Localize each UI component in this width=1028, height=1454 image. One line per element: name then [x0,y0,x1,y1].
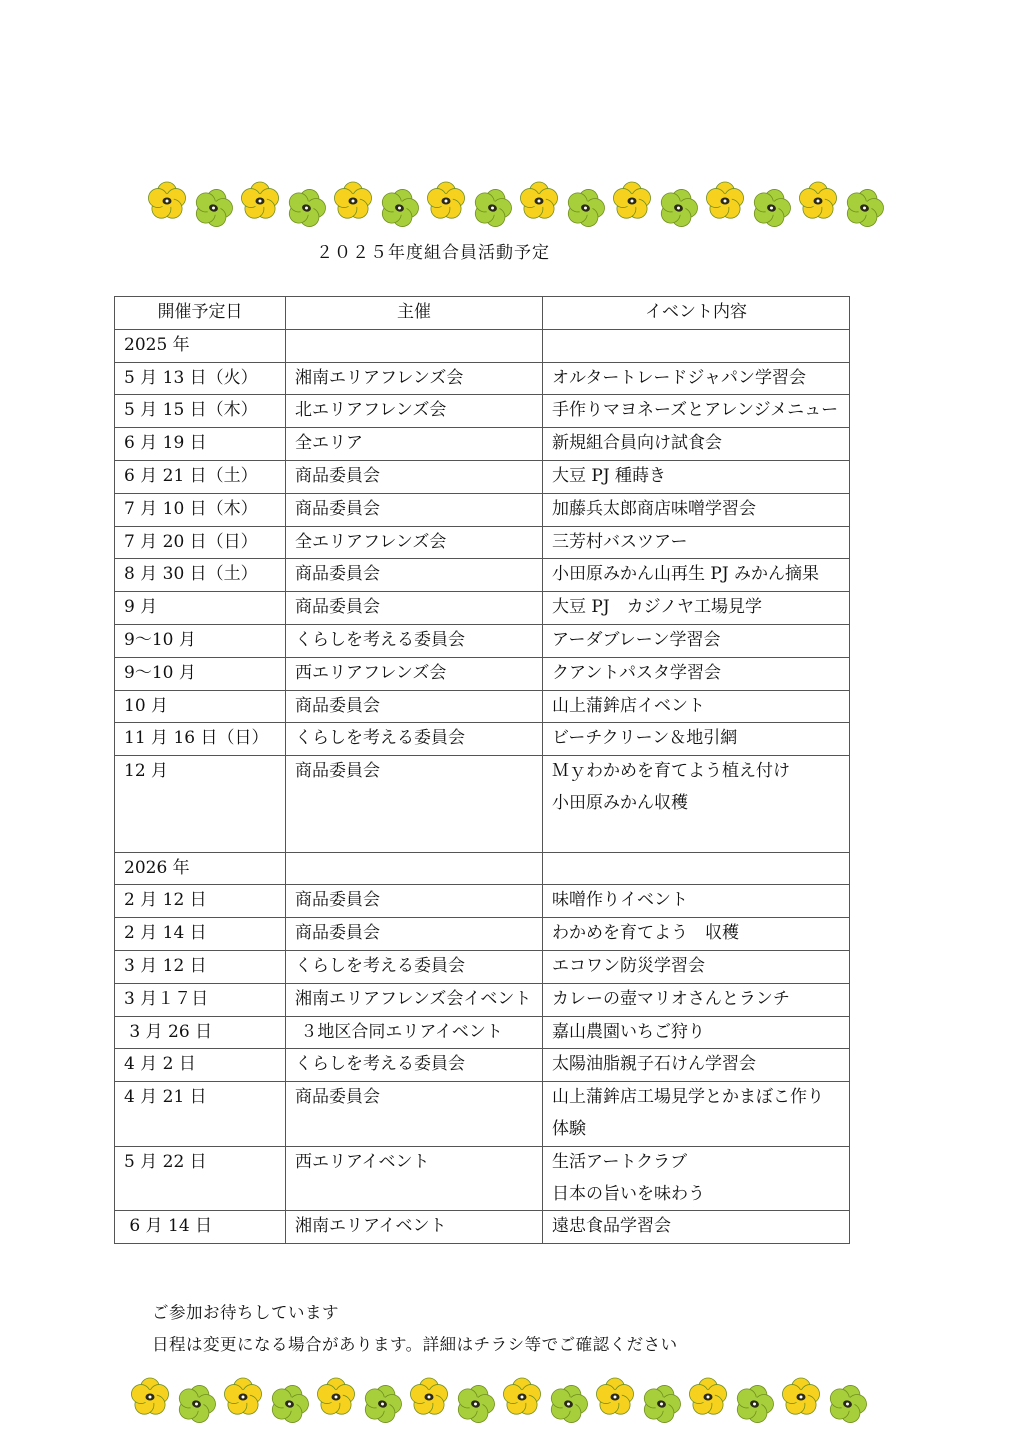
date-cell: 7 月 10 日（木） [115,493,286,526]
organizer-cell: 全エリアフレンズ会 [286,526,543,559]
event-cell: 太陽油脂親子石けん学習会 [543,1049,850,1082]
green-flower-icon [470,184,516,230]
table-row [115,1082,850,1147]
green-flower-icon [656,184,702,230]
organizer-cell: くらしを考える委員会 [286,1049,543,1082]
date-cell: 5 月 22 日 [115,1146,286,1211]
yellow-flower-icon [799,182,836,218]
yellow-flower-icon [596,1378,633,1414]
organizer-cell: 北エリアフレンズ会 [286,395,543,428]
table-row [115,950,850,983]
date-cell: 8 月 30 日（土） [115,559,286,592]
date-cell: 3 月１７日 [115,983,286,1016]
header-organizer: 主催 [286,297,543,330]
date-cell: 11 月 16 日（日） [115,723,286,756]
date-cell: 5 月 15 日（木） [115,395,286,428]
event-cell: エコワン防災学習会 [543,950,850,983]
event-cell: Ｍｙわかめを育てよう植え付け 小田原みかん収穫 [543,756,850,820]
organizer-cell: 全エリア [286,428,543,461]
date-cell: 4 月 21 日 [115,1082,286,1147]
event-cell: 小田原みかん山再生 PJ みかん摘果 [543,559,850,592]
date-cell: 6 月 14 日 [115,1211,286,1244]
yellow-flower-icon [520,182,557,218]
event-cell: 加藤兵太郎商店味噌学習会 [543,493,850,526]
spacer-cell [115,820,286,852]
table-row [115,852,850,885]
table-row [115,885,850,918]
organizer-cell: 西エリアイベント [286,1146,543,1211]
organizer-cell: 湘南エリアフレンズ会イベント [286,983,543,1016]
date-cell: 6 月 21 日（土） [115,460,286,493]
green-flower-icon [732,1380,778,1426]
organizer-cell: くらしを考える委員会 [286,723,543,756]
date-cell: 3 月 26 日 [115,1016,286,1049]
date-cell: 2026 年 [115,852,286,885]
green-flower-icon [377,184,423,230]
yellow-flower-icon [503,1378,540,1414]
organizer-cell: 商品委員会 [286,885,543,918]
header-date: 開催予定日 [115,297,286,330]
event-cell: 三芳村バスツアー [543,526,850,559]
green-flower-icon [639,1380,685,1426]
yellow-flower-icon [689,1378,726,1414]
yellow-flower-icon [427,182,464,218]
event-cell: 味噌作りイベント [543,885,850,918]
table-row [115,362,850,395]
event-cell: ビーチクリーン＆地引網 [543,723,850,756]
event-cell: アーダブレーン学習会 [543,624,850,657]
event-cell: 生活アートクラブ 日本の旨いを味わう [543,1146,850,1211]
table-row [115,918,850,951]
spacer-cell [543,820,850,852]
table-row [115,460,850,493]
event-cell [543,852,850,885]
table-row [115,1049,850,1082]
organizer-cell: 商品委員会 [286,1082,543,1147]
organizer-cell [286,852,543,885]
organizer-cell: 商品委員会 [286,592,543,625]
event-cell: 山上蒲鉾店イベント [543,690,850,723]
yellow-flower-icon [706,182,743,218]
green-flower-icon [453,1380,499,1426]
yellow-flower-icon [334,182,371,218]
event-cell: 山上蒲鉾店工場見学とかまぼこ作り体験 [543,1082,850,1147]
organizer-cell: 湘南エリアイベント [286,1211,543,1244]
date-cell: 10 月 [115,690,286,723]
green-flower-icon [174,1380,220,1426]
event-cell: クアントパスタ学習会 [543,657,850,690]
date-cell: 2025 年 [115,329,286,362]
flower-border-bottom-svg [0,1372,1028,1432]
date-cell: 2 月 14 日 [115,918,286,951]
green-flower-icon [360,1380,406,1426]
date-cell: 9～10 月 [115,624,286,657]
organizer-cell: 湘南エリアフレンズ会 [286,362,543,395]
table-header-row [115,297,850,330]
organizer-cell: くらしを考える委員会 [286,950,543,983]
date-cell: 5 月 13 日（火） [115,362,286,395]
schedule-table [114,296,850,1244]
organizer-cell: 商品委員会 [286,756,543,820]
page-title: ２０２５年度組合員活動予定 [316,243,550,263]
event-cell: わかめを育てよう 収穫 [543,918,850,951]
table-row [115,657,850,690]
organizer-cell: くらしを考える委員会 [286,624,543,657]
table-row [115,493,850,526]
green-flower-icon [284,184,330,230]
date-cell: 3 月 12 日 [115,950,286,983]
table-row [115,1211,850,1244]
event-cell: 遠忠食品学習会 [543,1211,850,1244]
table-row [115,983,850,1016]
table-row [115,723,850,756]
yellow-flower-icon [613,182,650,218]
table-row [115,526,850,559]
organizer-cell: ３地区合同エリアイベント [286,1016,543,1049]
date-cell: 12 月 [115,756,286,820]
notes [152,1297,678,1361]
yellow-flower-icon [224,1378,261,1414]
organizer-cell [286,329,543,362]
date-cell: 9～10 月 [115,657,286,690]
yellow-flower-icon [317,1378,354,1414]
top-flower-border [0,176,1028,236]
yellow-flower-icon [410,1378,447,1414]
spacer-cell [286,820,543,852]
yellow-flower-icon [148,182,185,218]
note-participation: ご参加お待ちしています [152,1303,339,1322]
event-cell [543,329,850,362]
green-flower-icon [842,184,888,230]
event-cell: 手作りマヨネーズとアレンジメニュー [543,395,850,428]
table-row [115,329,850,362]
table-row [115,690,850,723]
organizer-cell: 西エリアフレンズ会 [286,657,543,690]
schedule-body [115,329,850,1243]
yellow-flower-icon [241,182,278,218]
green-flower-icon [267,1380,313,1426]
header-event: イベント内容 [543,297,850,330]
table-row-spacer [115,820,850,852]
organizer-cell: 商品委員会 [286,918,543,951]
green-flower-icon [546,1380,592,1426]
date-cell: 6 月 19 日 [115,428,286,461]
green-flower-icon [749,184,795,230]
green-flower-icon [191,184,237,230]
event-cell: オルタートレードジャパン学習会 [543,362,850,395]
table-row [115,428,850,461]
table-row [115,592,850,625]
yellow-flower-icon [782,1378,819,1414]
table-row [115,624,850,657]
table-row [115,395,850,428]
event-cell: 嘉山農園いちご狩り [543,1016,850,1049]
table-row [115,1016,850,1049]
event-cell: 大豆 PJ 種蒔き [543,460,850,493]
date-cell: 7 月 20 日（日） [115,526,286,559]
date-cell: 2 月 12 日 [115,885,286,918]
note-schedule-change: 日程は変更になる場合があります。詳細はチラシ等でご確認ください [152,1335,678,1354]
flower-border-top-svg [0,176,1028,236]
green-flower-icon [563,184,609,230]
organizer-cell: 商品委員会 [286,460,543,493]
date-cell: 4 月 2 日 [115,1049,286,1082]
date-cell: 9 月 [115,592,286,625]
green-flower-icon [825,1380,871,1426]
table-row [115,1146,850,1211]
organizer-cell: 商品委員会 [286,690,543,723]
organizer-cell: 商品委員会 [286,493,543,526]
table-row [115,559,850,592]
yellow-flower-icon [131,1378,168,1414]
event-cell: カレーの壺マリオさんとランチ [543,983,850,1016]
event-cell: 大豆 PJ カジノヤ工場見学 [543,592,850,625]
event-cell: 新規組合員向け試食会 [543,428,850,461]
bottom-flower-border [0,1372,1028,1432]
organizer-cell: 商品委員会 [286,559,543,592]
table-row [115,756,850,820]
